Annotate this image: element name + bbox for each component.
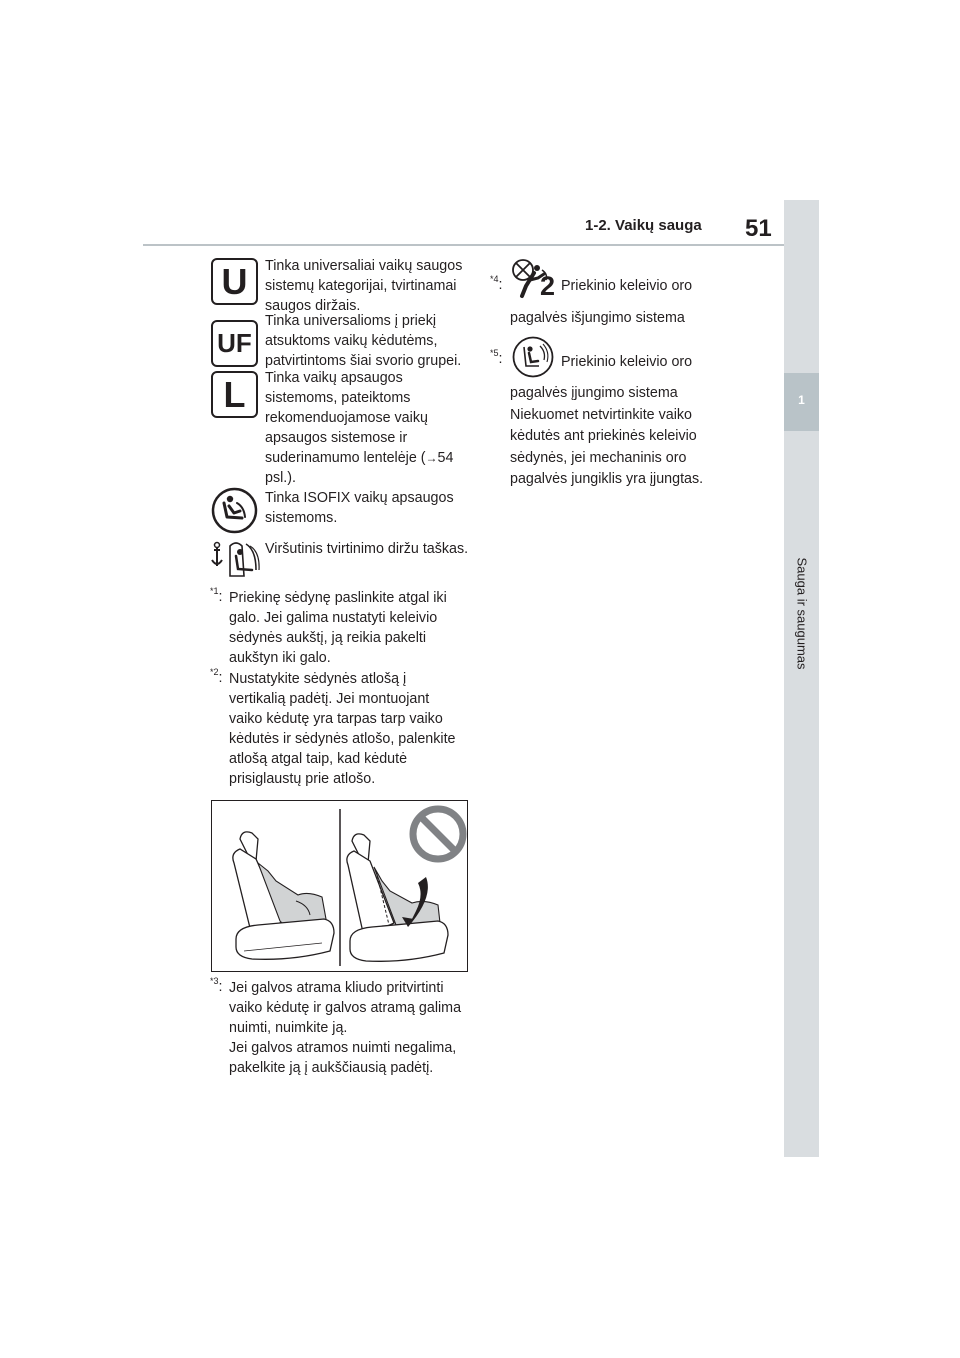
l-symbol-icon: L (211, 371, 258, 418)
symbol-uf-description: Tinka universalioms į priekį atsuktoms vaikų kėdutėms, patvirtintoms šiai svorio grupei. (265, 313, 462, 369)
chapter-label: Sauga ir saugumas (794, 557, 810, 670)
chapter-side-tab (784, 200, 819, 1157)
note-1-label: $^{*1}$: (210, 586, 223, 605)
chapter-number: 1 (798, 393, 805, 407)
note-5-text: pagalvės įjungimo sistema Niekuomet netvirtinkite vaiko kėdutės ant priekinės keleivio sėdynės, jei mechaninis oro pagalvės jungiklis yra įjungtas. (510, 385, 704, 487)
airbag-on-icon (512, 336, 554, 378)
symbol-l-description: Tinka vaikų apsaugos sistemoms, pateiktoms rekomenduojamose vaikų apsaugos sistemose ir suderinamumo lentelėje (→54 psl.). (265, 370, 454, 486)
symbol-tether-description: Viršutinis tvirtinimo diržu taškas. (265, 541, 469, 557)
note-4-text: pagalvės išjungimo sistema (510, 310, 685, 326)
note-2-text: Nustatykite sėdynės atlošą į vertikalią padėtį. Jei montuojant vaiko kėdutę yra tarpas tarp vaiko kėdutės ir sėdynės atlošo, palenkite atlošą atgal taip, kad kėdutė prisiglaustų prie atlošo. (229, 671, 456, 787)
note-5-label: $^{*5}$: (490, 348, 503, 367)
seat-incorrect-drawing (347, 834, 448, 961)
seat-illustration (211, 800, 468, 972)
page-number: 51 (745, 215, 772, 242)
seat-correct-drawing (233, 832, 334, 959)
note-4-label: $^{*4}$: (490, 274, 503, 293)
airbag-off-digit: 2 (540, 271, 556, 301)
note-4-inline-text: Priekinio keleivio oro (561, 278, 693, 294)
header-rule (143, 244, 784, 246)
section-title: 1-2. Vaikų sauga (585, 217, 702, 234)
note-3-text: Jei galvos atrama kliudo pritvirtinti vaiko kėdutę ir galvos atramą galima nuimti, nuimkite ją. Jei galvos atramos nuimti negalima, pakelkite ją į aukščiausią padėtį. (229, 980, 462, 1076)
prohibition-sign-icon (413, 809, 463, 859)
note-2-label: $^{*2}$: (210, 667, 223, 686)
symbol-isofix-description: Tinka ISOFIX vaikų apsaugos sistemoms. (265, 490, 454, 526)
top-tether-icon (210, 536, 262, 580)
symbol-u-description: Tinka universaliai vaikų saugos sistemų kategorijai, tvirtinamai saugos diržais. (265, 258, 463, 314)
uf-symbol-icon: UF (211, 320, 258, 367)
u-symbol-icon: U (211, 258, 258, 305)
note-5-inline-text: Priekinio keleivio oro (561, 354, 693, 370)
note-3-label: $^{*3}$: (210, 976, 223, 995)
note-1-text: Priekinę sėdynę paslinkite atgal iki galo. Jei galima nustatyti keleivio sėdynės aukštį, ją reikia pakelti aukštyn iki galo. (229, 590, 447, 666)
isofix-icon (211, 487, 258, 534)
